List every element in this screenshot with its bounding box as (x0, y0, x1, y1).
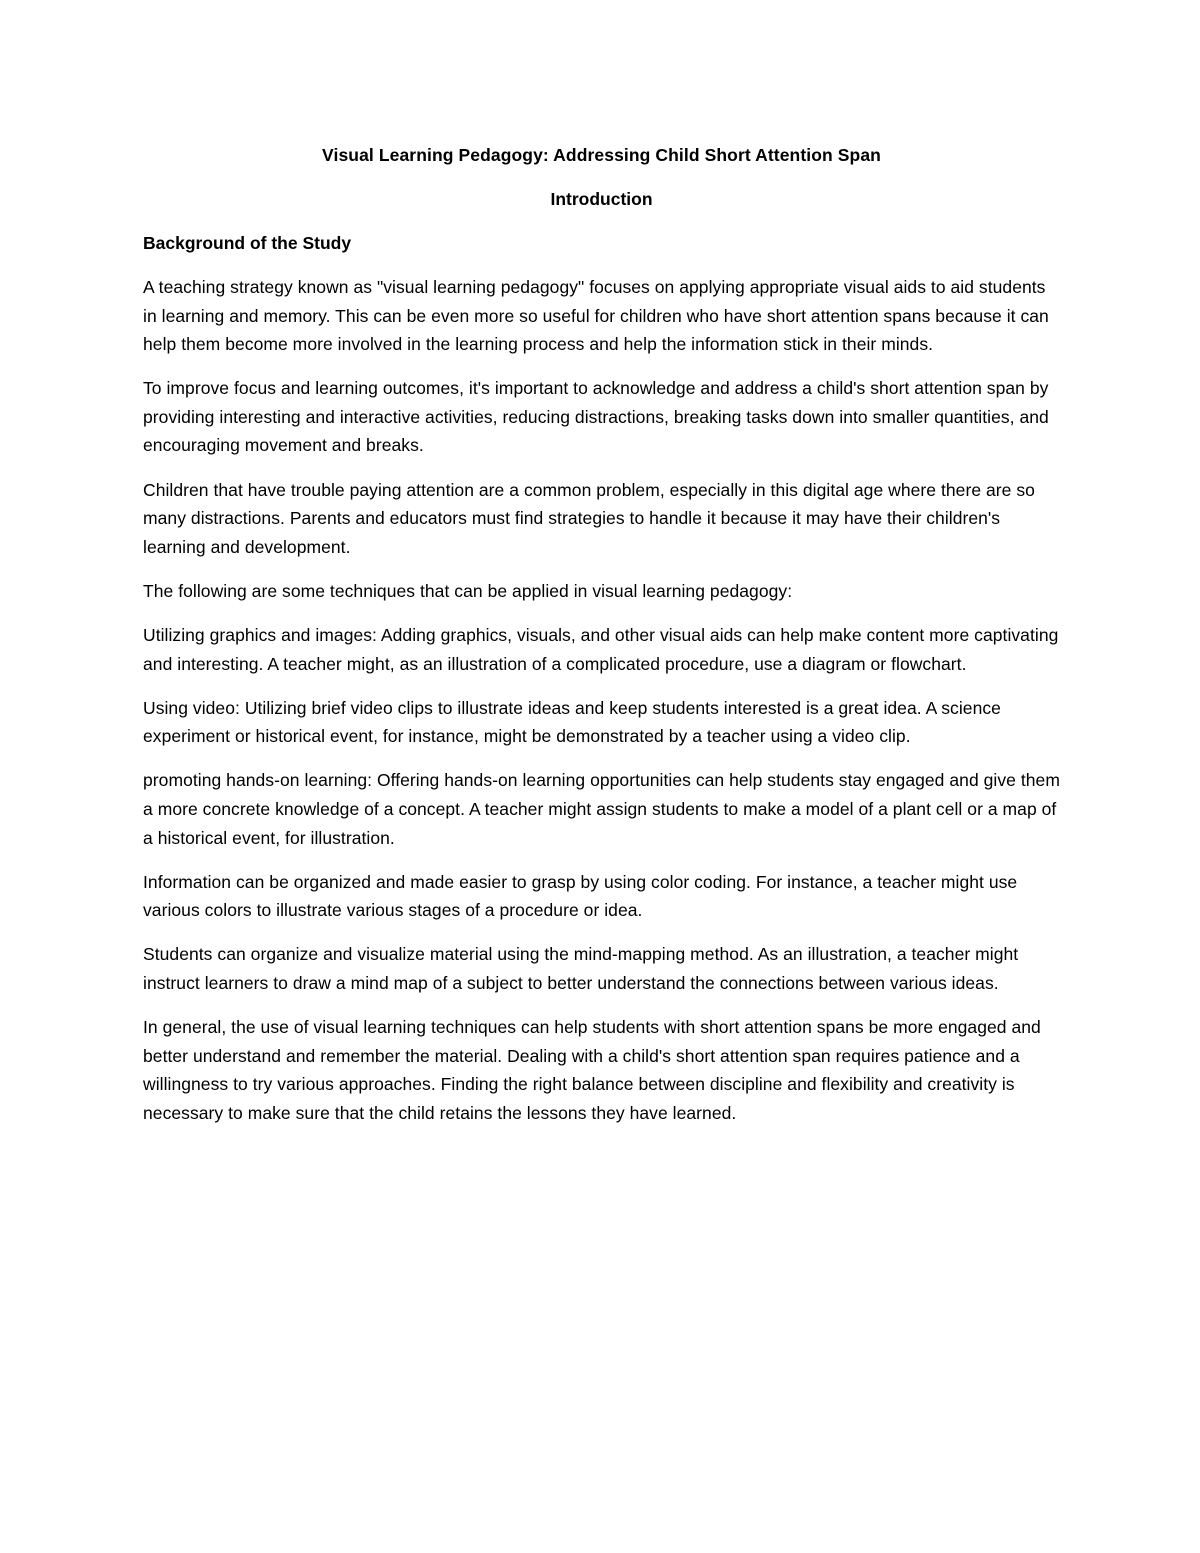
paragraph: Students can organize and visualize material using the mind-mapping method. As an illustration, a teacher might instruct learners to draw a mind map of a subject to better understand the connections between various ideas. (143, 944, 1019, 993)
paragraph: The following are some techniques that can be applied in visual learning pedagogy: (143, 580, 793, 601)
paragraph: Children that have trouble paying attention are a common problem, especially in this digital age where there are so many distractions. Parents and educators must find strategies to handle it because it may have their children's learning and development. (143, 479, 1035, 557)
paragraph: In general, the use of visual learning techniques can help students with short attention spans be more engaged and better understand and remember the material. Dealing with a child's short attention span requires patience and a willingness to try various approaches. Finding the right balance between discipline and flexibility and creativity is necessary to make sure that the child retains the lessons they have learned. (143, 1016, 1041, 1123)
paragraph: A teaching strategy known as "visual learning pedagogy" focuses on applying appropriate visual aids to aid students in learning and memory. This can be even more so useful for children who have short attention spans because it can help them become more involved in the learning process and help the information stick in their minds. (143, 277, 1049, 355)
paragraph: Utilizing graphics and images: Adding graphics, visuals, and other visual aids can help make content more captivating and interesting. A teacher might, as an illustration of a complicated procedure, use a diagram or flowchart. (143, 624, 1059, 674)
subsection-heading: Background of the Study (143, 233, 352, 253)
document-title: Visual Learning Pedagogy: Addressing Child Short Attention Span (322, 145, 881, 165)
paragraph: Information can be organized and made easier to grasp by using color coding. For instance, a teacher might use various colors to illustrate various stages of a procedure or idea. (143, 871, 1018, 921)
document-body (143, 141, 1060, 1143)
section-heading: Introduction (550, 189, 653, 209)
paragraph: promoting hands-on learning: Offering hands-on learning opportunities can help students stay engaged and give them a more concrete knowledge of a concept. A teacher might assign students to make a model of a plant cell or a map of a historical event, for illustration. (143, 770, 1060, 848)
paragraph: Using video: Utilizing brief video clips to illustrate ideas and keep students interested is a great idea. A science experiment or historical event, for instance, might be demonstrated by a teacher using a video clip. (143, 697, 1001, 747)
paragraph: To improve focus and learning outcomes, it's important to acknowledge and address a child's short attention span by providing interesting and interactive activities, reducing distractions, breaking tasks down into smaller quantities, and encouraging movement and breaks. (143, 378, 1049, 456)
